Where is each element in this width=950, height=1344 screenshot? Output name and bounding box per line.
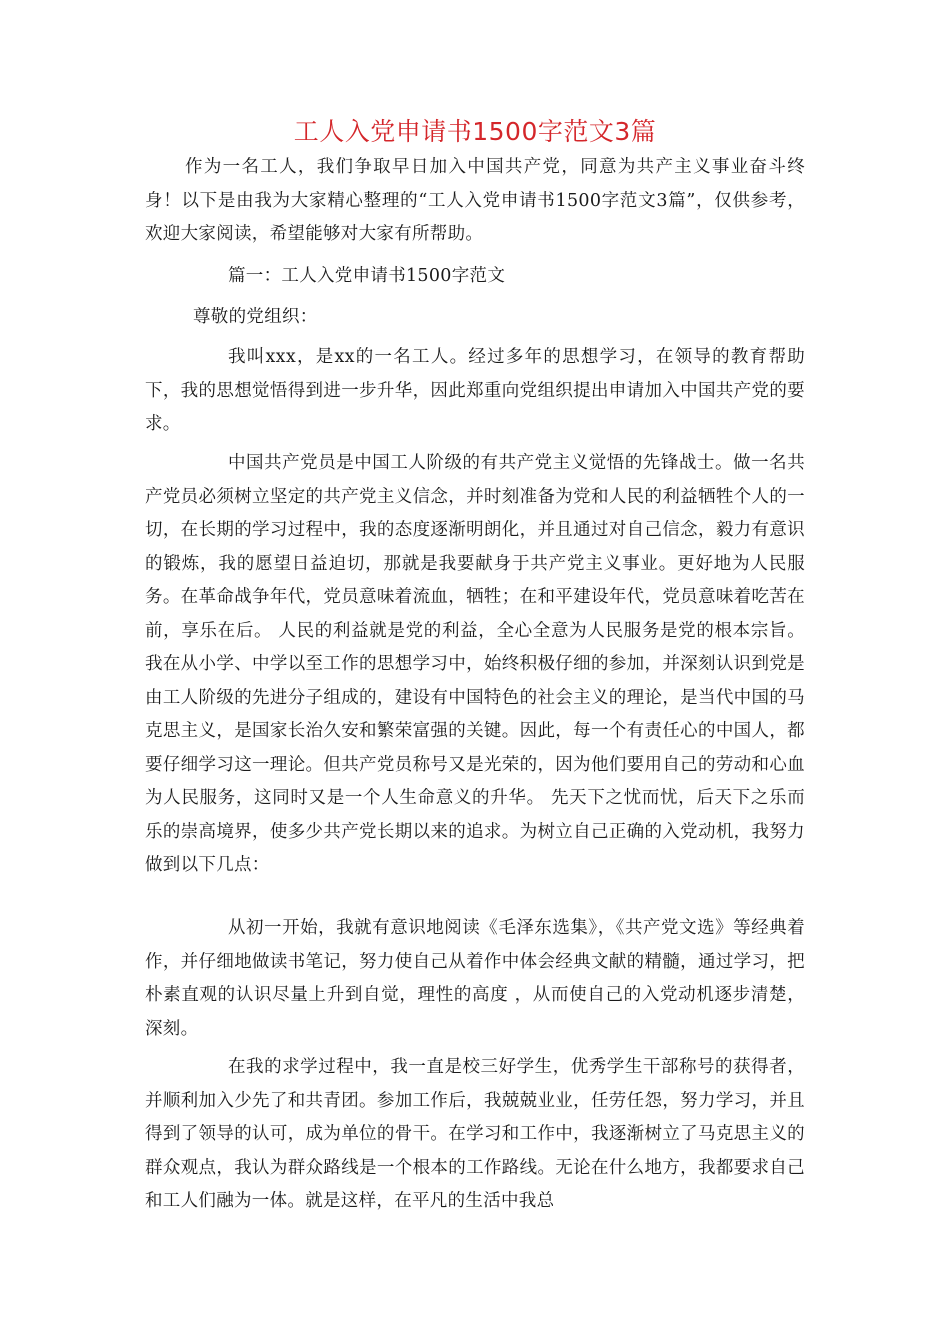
body-paragraph-1: 我叫xxx，是xx的一名工人。经过多年的思想学习，在领导的教育帮助下，我的思想觉悟得到进一步升华，因此郑重向党组织提出申请加入中国共产党的要求。 — [145, 347, 805, 434]
intro-paragraph: 作为一名工人，我们争取早日加入中国共产党，同意为共产主义事业奋斗终身！以下是由我为大家精心整理的“工人入党申请书1500字范文3篇”，仅供参考，欢迎大家阅读，希望能够对大家有所帮助。 — [145, 157, 805, 244]
body-paragraph-3: 从初一开始，我就有意识地阅读《毛泽东选集》，《共产党文选》等经典着作，并仔细地做读书笔记，努力使自己从着作中体会经典文献的精髓，通过学习，把朴素直观的认识尽量上升到自觉，理性的高度 ，从而使自己的入党动机逐步清楚，深刻。 — [145, 918, 805, 1039]
document-title: 工人入党申请书1500字范文3篇 — [293, 117, 657, 146]
salutation: 尊敬的党组织： — [193, 307, 318, 327]
body-paragraph-4: 在我的求学过程中，我一直是校三好学生，优秀学生干部称号的获得者，并顺利加入少先了和共青团。参加工作后，我兢兢业业，任劳任怨，努力学习，并且得到了领导的认可，成为单位的骨干。在学习和工作中，我逐渐树立了马克思主义的群众观点，我认为群众路线是一个根本的工作路线。无论在什么地方，我都要求自己和工人们融为一体。就是这样，在平凡的生活中我总 — [145, 1057, 805, 1211]
body-paragraph-2: 中国共产党员是中国工人阶级的有共产党主义觉悟的先锋战士。做一名共产党员必须树立坚定的共产党主义信念，并时刻准备为党和人民的利益牺牲个人的一切，在长期的学习过程中，我的态度逐渐明朗化，并且通过对自己信念，毅力有意识的锻炼，我的愿望日益迫切，那就是我要献身于共产党主义事业。更好地为人民服务。在革命战争年代，党员意味着流血，牺牲；在和平建设年代，党员意味着吃苦在前，享乐在后。 人民的利益就是党的利益，全心全意为人民服务是党的根本宗旨。我在从小学、中学以至工作的思想学习中，始终积极仔细的参加，并深刻认识到党是由工人阶级的先进分子组成的，建设有中国特色的社会主义的理论，是当代中国的马克思主义，是国家长治久安和繁荣富强的关键。因此，每一个有责任心的中国人，都要仔细学习这一理论。但共产党员称号又是光荣的，因为他们要用自己的劳动和心血为人民服务，这同时又是一个人生命意义的升华。 先天下之忧而忧，后天下之乐而乐的崇高境界，使多少共产党长期以来的追求。为树立自己正确的入党动机，我努力做到以下几点： — [145, 453, 805, 875]
section-heading: 篇一：工人入党申请书1500字范文 — [228, 266, 506, 286]
